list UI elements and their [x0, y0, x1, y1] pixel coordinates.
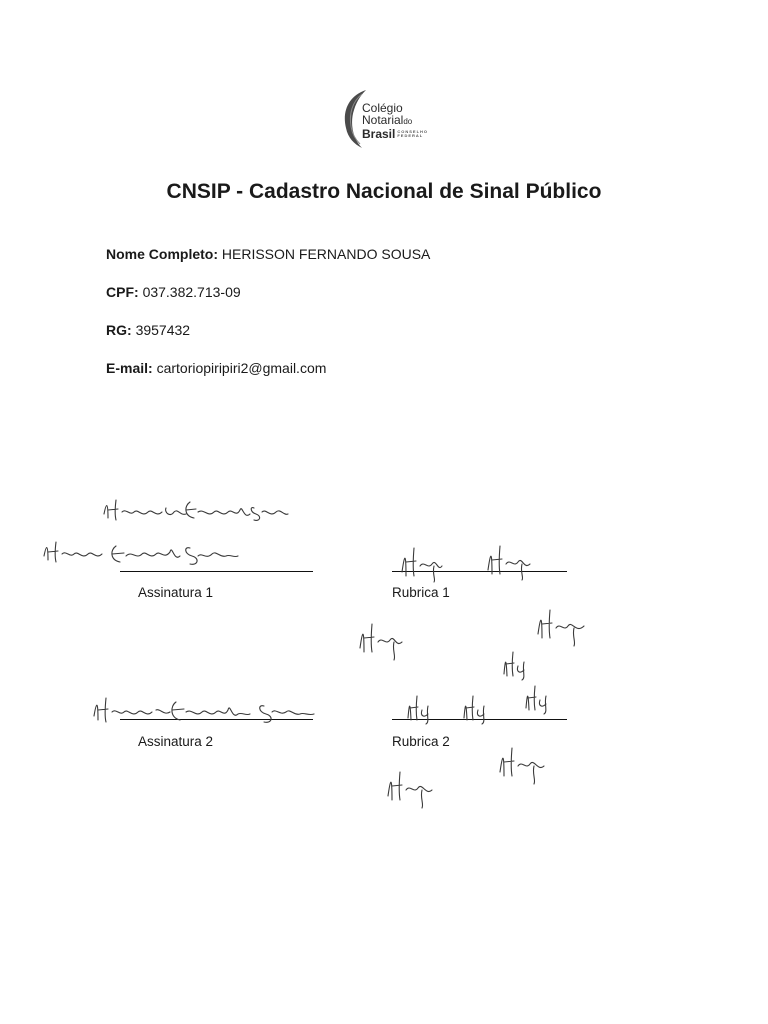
handwritten-rubric	[356, 616, 406, 660]
handwritten-rubric	[398, 542, 446, 582]
logo-small-federal: FEDERAL	[397, 133, 424, 138]
field-label: CPF:	[106, 284, 139, 300]
field-value: 3957432	[135, 322, 191, 338]
handwritten-rubric	[484, 540, 534, 580]
field-email	[106, 360, 326, 376]
field-label: Nome Completo:	[106, 246, 218, 262]
handwritten-rubric	[404, 694, 438, 726]
caption-rubrica-1: Rubrica 1	[392, 585, 450, 600]
page-title: CNSIP - Cadastro Nacional de Sinal Público	[166, 180, 602, 203]
logo-line-colegio: Colégio	[362, 101, 403, 115]
field-label: RG:	[106, 322, 132, 338]
logo-line-do: do	[403, 117, 413, 126]
logo-line-notarial: Notarial	[362, 113, 404, 127]
handwritten-rubric	[500, 648, 532, 682]
logo-line-brasil: Brasil	[362, 127, 396, 141]
caption-rubrica-2: Rubrica 2	[392, 734, 450, 749]
field-value: 037.382.713-09	[142, 284, 241, 300]
colegio-notarial-logo	[340, 88, 440, 150]
field-label: E-mail:	[106, 360, 153, 376]
field-rg	[106, 322, 190, 338]
handwritten-rubric	[460, 694, 494, 726]
handwritten-signature	[100, 494, 290, 530]
field-nome-completo	[106, 246, 430, 262]
handwritten-rubric	[522, 684, 556, 716]
handwritten-rubric	[496, 742, 548, 784]
handwritten-signature	[40, 536, 240, 570]
field-value: HERISSON FERNANDO SOUSA	[221, 246, 431, 262]
handwritten-rubric	[384, 766, 436, 810]
field-cpf	[106, 284, 241, 300]
signature-line-assinatura-1	[120, 571, 313, 572]
handwritten-rubric	[534, 604, 590, 648]
handwritten-signature	[90, 694, 320, 728]
field-value: cartoriopiripiri2@gmail.com	[156, 360, 327, 376]
caption-assinatura-1: Assinatura 1	[138, 585, 214, 600]
caption-assinatura-2: Assinatura 2	[138, 734, 214, 749]
logo-small-conselho: CONSELHO	[397, 129, 429, 134]
